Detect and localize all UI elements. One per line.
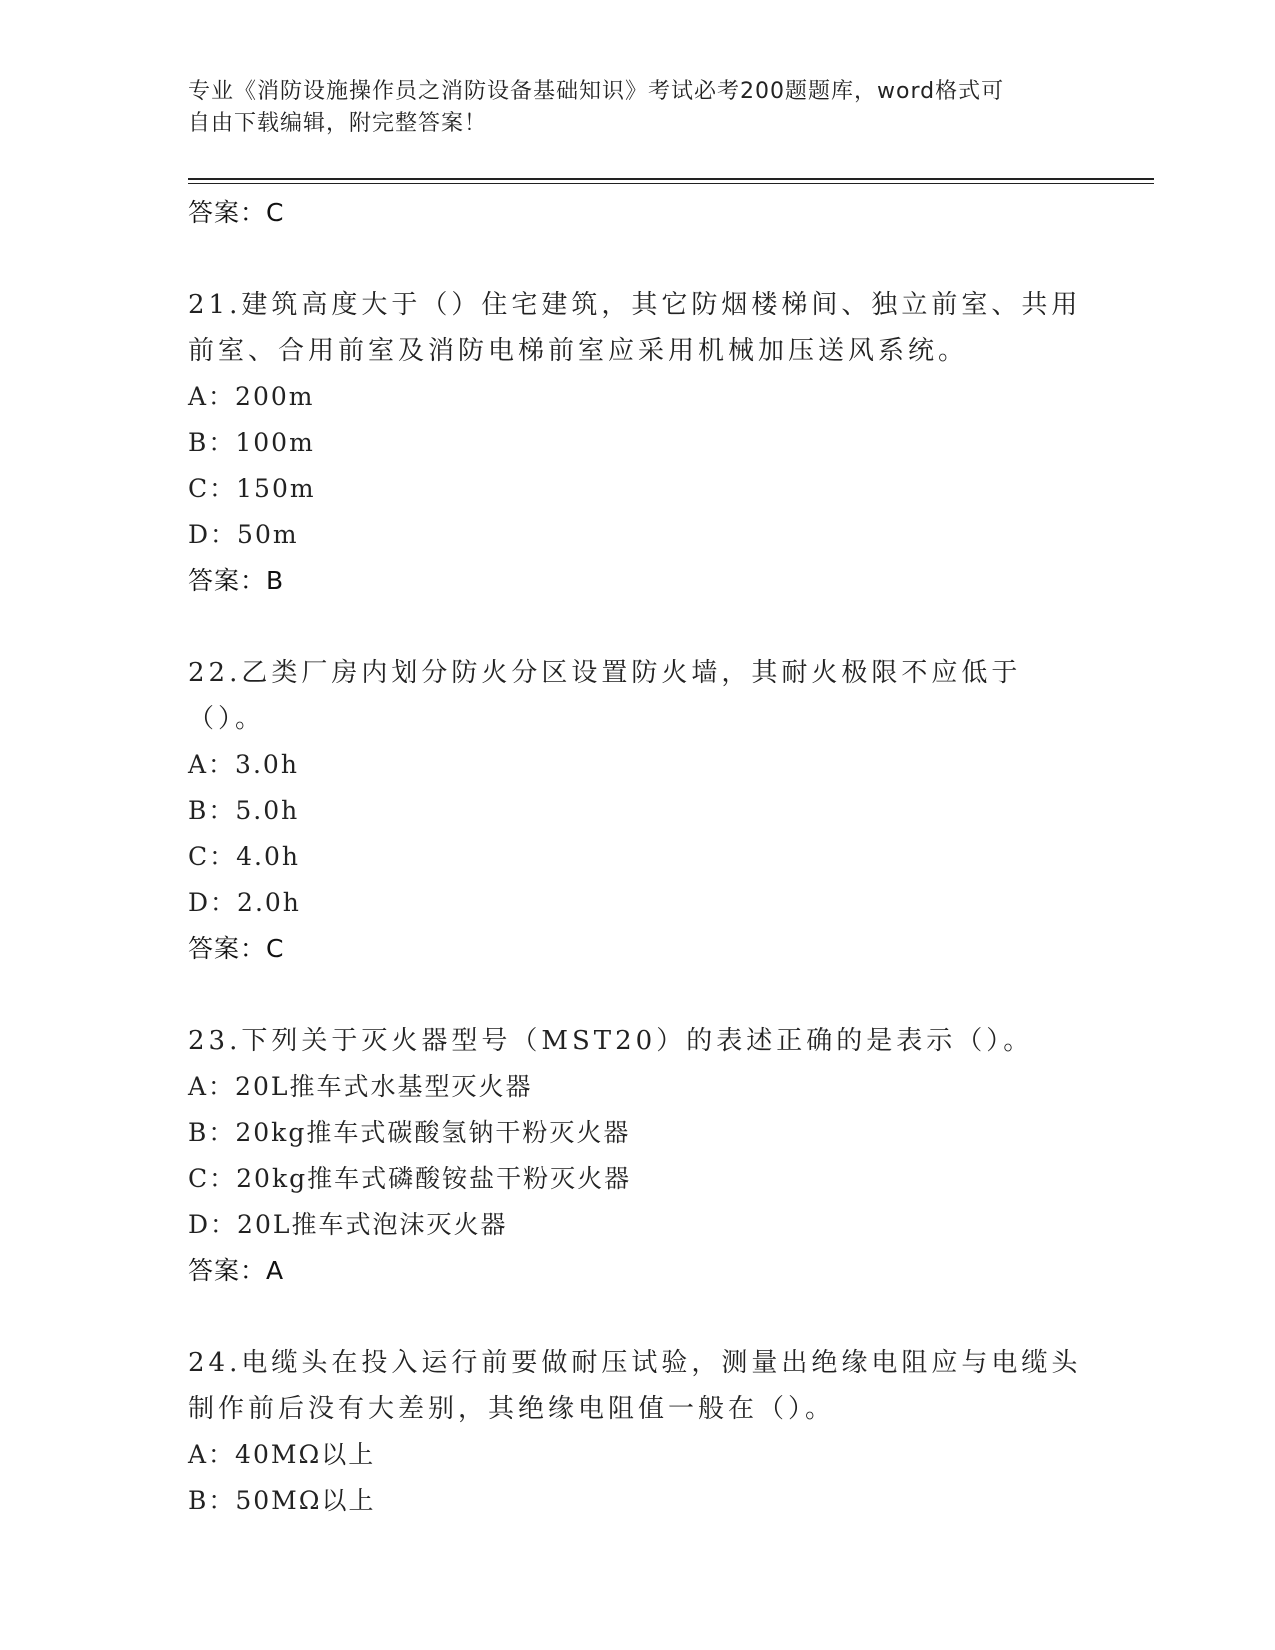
document-header (188, 76, 1088, 140)
option-a: A：3.0h (188, 750, 299, 779)
header-divider-thick (188, 178, 1154, 180)
option-d: D：20L推车式泡沫灭火器 (188, 1210, 508, 1239)
option-a: A：200m (188, 382, 315, 411)
option-c: C：20kg推车式磷酸铵盐干粉灭火器 (188, 1164, 632, 1193)
option-a: A：20L推车式水基型灭火器 (188, 1072, 533, 1101)
option-c: C：150m (188, 474, 316, 503)
header-line-2: 自由下载编辑，附完整答案！ (188, 111, 488, 136)
spacer (188, 604, 1088, 650)
spacer (188, 236, 1088, 282)
answer-line: 答案：A (188, 1256, 285, 1285)
question-list (188, 190, 1088, 1524)
option-b: B：5.0h (188, 796, 300, 825)
answer-line: 答案：B (188, 566, 285, 595)
question-text: 21.建筑高度大于（）住宅建筑，其它防烟楼梯间、独立前室、共用前室、合用前室及消防电梯前室应采用机械加压送风系统。 (188, 290, 1082, 366)
spacer (188, 1294, 1088, 1340)
answer-line: 答案：C (188, 934, 285, 963)
question-text: 23.下列关于灭火器型号（MST20）的表述正确的是表示（）。 (188, 1026, 1034, 1056)
option-a: A：40MΩ以上 (188, 1440, 376, 1469)
question-text: 24.电缆头在投入运行前要做耐压试验，测量出绝缘电阻应与电缆头制作前后没有大差别，其绝缘电阻值一般在（）。 (188, 1348, 1082, 1424)
spacer (188, 972, 1088, 1018)
answer-line: 答案：C (188, 198, 285, 227)
question-text: 22.乙类厂房内划分防火分区设置防火墙，其耐火极限不应低于（）。 (188, 658, 1022, 734)
option-b: B：50MΩ以上 (188, 1486, 376, 1515)
header-divider-thin (188, 183, 1154, 184)
option-d: D：50m (188, 520, 299, 549)
header-line-1: 专业《消防设施操作员之消防设备基础知识》考试必考200题题库，word格式可 (188, 79, 1005, 104)
option-c: C：4.0h (188, 842, 300, 871)
option-d: D：2.0h (188, 888, 301, 917)
option-b: B：20kg推车式碳酸氢钠干粉灭火器 (188, 1118, 631, 1147)
option-b: B：100m (188, 428, 315, 457)
